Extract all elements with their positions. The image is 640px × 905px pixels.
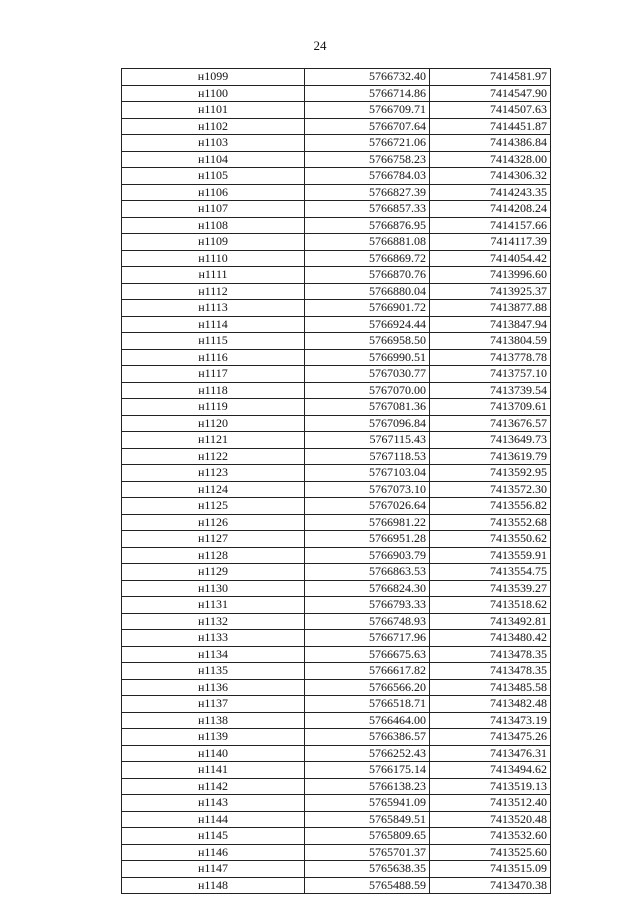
y-coordinate-cell: 7414581.97: [430, 69, 551, 86]
table-row: [122, 217, 551, 234]
point-id-cell: н1131: [122, 597, 305, 614]
table-row: [122, 778, 551, 795]
point-id-cell: н1118: [122, 382, 305, 399]
table-row: [122, 465, 551, 482]
y-coordinate-cell: 7413619.79: [430, 448, 551, 465]
y-coordinate-cell: 7413518.62: [430, 597, 551, 614]
point-id-cell: н1139: [122, 729, 305, 746]
table-row: [122, 168, 551, 185]
table-row: [122, 745, 551, 762]
point-id-cell: н1124: [122, 481, 305, 498]
y-coordinate-cell: 7413559.91: [430, 547, 551, 564]
x-coordinate-cell: 5766863.53: [305, 564, 430, 581]
y-coordinate-cell: 7414547.90: [430, 85, 551, 102]
x-coordinate-cell: 5766784.03: [305, 168, 430, 185]
x-coordinate-cell: 5766675.63: [305, 646, 430, 663]
table-row: [122, 531, 551, 548]
table-row: [122, 366, 551, 383]
y-coordinate-cell: 7413709.61: [430, 399, 551, 416]
x-coordinate-cell: 5766903.79: [305, 547, 430, 564]
table-row: [122, 547, 551, 564]
table-row: [122, 729, 551, 746]
y-coordinate-cell: 7413572.30: [430, 481, 551, 498]
x-coordinate-cell: 5767081.36: [305, 399, 430, 416]
coordinates-table: [121, 68, 551, 894]
x-coordinate-cell: 5766924.44: [305, 316, 430, 333]
y-coordinate-cell: 7414243.35: [430, 184, 551, 201]
point-id-cell: н1120: [122, 415, 305, 432]
x-coordinate-cell: 5767070.00: [305, 382, 430, 399]
point-id-cell: н1133: [122, 630, 305, 647]
table-row: [122, 663, 551, 680]
table-row: [122, 415, 551, 432]
y-coordinate-cell: 7413676.57: [430, 415, 551, 432]
table-row: [122, 102, 551, 119]
point-id-cell: н1101: [122, 102, 305, 119]
table-row: [122, 646, 551, 663]
x-coordinate-cell: 5767026.64: [305, 498, 430, 515]
point-id-cell: н1137: [122, 696, 305, 713]
x-coordinate-cell: 5766709.71: [305, 102, 430, 119]
y-coordinate-cell: 7413804.59: [430, 333, 551, 350]
y-coordinate-cell: 7414054.42: [430, 250, 551, 267]
x-coordinate-cell: 5766793.33: [305, 597, 430, 614]
table-row: [122, 283, 551, 300]
point-id-cell: н1109: [122, 234, 305, 251]
x-coordinate-cell: 5766870.76: [305, 267, 430, 284]
point-id-cell: н1144: [122, 811, 305, 828]
point-id-cell: н1114: [122, 316, 305, 333]
x-coordinate-cell: 5766138.23: [305, 778, 430, 795]
point-id-cell: н1142: [122, 778, 305, 795]
y-coordinate-cell: 7413515.09: [430, 861, 551, 878]
x-coordinate-cell: 5765701.37: [305, 844, 430, 861]
point-id-cell: н1100: [122, 85, 305, 102]
point-id-cell: н1140: [122, 745, 305, 762]
point-id-cell: н1135: [122, 663, 305, 680]
table-row: [122, 300, 551, 317]
x-coordinate-cell: 5766748.93: [305, 613, 430, 630]
x-coordinate-cell: 5766721.06: [305, 135, 430, 152]
table-row: [122, 201, 551, 218]
table-row: [122, 349, 551, 366]
table-row: [122, 151, 551, 168]
point-id-cell: н1126: [122, 514, 305, 531]
y-coordinate-cell: 7414507.63: [430, 102, 551, 119]
point-id-cell: н1132: [122, 613, 305, 630]
table-row: [122, 234, 551, 251]
point-id-cell: н1115: [122, 333, 305, 350]
x-coordinate-cell: 5766827.39: [305, 184, 430, 201]
table-row: [122, 679, 551, 696]
y-coordinate-cell: 7413478.35: [430, 646, 551, 663]
y-coordinate-cell: 7414328.00: [430, 151, 551, 168]
y-coordinate-cell: 7414117.39: [430, 234, 551, 251]
y-coordinate-cell: 7414386.84: [430, 135, 551, 152]
y-coordinate-cell: 7413475.26: [430, 729, 551, 746]
x-coordinate-cell: 5766990.51: [305, 349, 430, 366]
point-id-cell: н1145: [122, 828, 305, 845]
point-id-cell: н1117: [122, 366, 305, 383]
x-coordinate-cell: 5765809.65: [305, 828, 430, 845]
x-coordinate-cell: 5766981.22: [305, 514, 430, 531]
point-id-cell: н1110: [122, 250, 305, 267]
point-id-cell: н1129: [122, 564, 305, 581]
x-coordinate-cell: 5766876.95: [305, 217, 430, 234]
y-coordinate-cell: 7413925.37: [430, 283, 551, 300]
y-coordinate-cell: 7413757.10: [430, 366, 551, 383]
point-id-cell: н1108: [122, 217, 305, 234]
x-coordinate-cell: 5766717.96: [305, 630, 430, 647]
table-row: [122, 580, 551, 597]
x-coordinate-cell: 5765849.51: [305, 811, 430, 828]
y-coordinate-cell: 7413532.60: [430, 828, 551, 845]
point-id-cell: н1146: [122, 844, 305, 861]
table-row: [122, 448, 551, 465]
point-id-cell: н1138: [122, 712, 305, 729]
table-row: [122, 316, 551, 333]
x-coordinate-cell: 5767115.43: [305, 432, 430, 449]
x-coordinate-cell: 5766714.86: [305, 85, 430, 102]
x-coordinate-cell: 5766951.28: [305, 531, 430, 548]
table-row: [122, 630, 551, 647]
point-id-cell: н1102: [122, 118, 305, 135]
point-id-cell: н1119: [122, 399, 305, 416]
point-id-cell: н1143: [122, 795, 305, 812]
x-coordinate-cell: 5766386.57: [305, 729, 430, 746]
y-coordinate-cell: 7413877.88: [430, 300, 551, 317]
x-coordinate-cell: 5766901.72: [305, 300, 430, 317]
table-row: [122, 432, 551, 449]
y-coordinate-cell: 7413480.42: [430, 630, 551, 647]
y-coordinate-cell: 7413739.54: [430, 382, 551, 399]
point-id-cell: н1106: [122, 184, 305, 201]
y-coordinate-cell: 7413519.13: [430, 778, 551, 795]
y-coordinate-cell: 7413473.19: [430, 712, 551, 729]
x-coordinate-cell: 5766566.20: [305, 679, 430, 696]
table-row: [122, 481, 551, 498]
y-coordinate-cell: 7413470.38: [430, 877, 551, 894]
point-id-cell: н1134: [122, 646, 305, 663]
point-id-cell: н1105: [122, 168, 305, 185]
x-coordinate-cell: 5766617.82: [305, 663, 430, 680]
x-coordinate-cell: 5766518.71: [305, 696, 430, 713]
y-coordinate-cell: 7413550.62: [430, 531, 551, 548]
point-id-cell: н1127: [122, 531, 305, 548]
point-id-cell: н1148: [122, 877, 305, 894]
x-coordinate-cell: 5767118.53: [305, 448, 430, 465]
y-coordinate-cell: 7413556.82: [430, 498, 551, 515]
table-row: [122, 795, 551, 812]
x-coordinate-cell: 5766464.00: [305, 712, 430, 729]
y-coordinate-cell: 7413539.27: [430, 580, 551, 597]
point-id-cell: н1121: [122, 432, 305, 449]
table-row: [122, 514, 551, 531]
table-row: [122, 811, 551, 828]
x-coordinate-cell: 5766707.64: [305, 118, 430, 135]
x-coordinate-cell: 5767103.04: [305, 465, 430, 482]
point-id-cell: н1125: [122, 498, 305, 515]
y-coordinate-cell: 7413476.31: [430, 745, 551, 762]
table-row: [122, 597, 551, 614]
x-coordinate-cell: 5766880.04: [305, 283, 430, 300]
y-coordinate-cell: 7413478.35: [430, 663, 551, 680]
table-row: [122, 333, 551, 350]
x-coordinate-cell: 5766252.43: [305, 745, 430, 762]
table-row: [122, 135, 551, 152]
x-coordinate-cell: 5766881.08: [305, 234, 430, 251]
y-coordinate-cell: 7414306.32: [430, 168, 551, 185]
y-coordinate-cell: 7413649.73: [430, 432, 551, 449]
x-coordinate-cell: 5766824.30: [305, 580, 430, 597]
table-row: [122, 762, 551, 779]
y-coordinate-cell: 7413552.68: [430, 514, 551, 531]
point-id-cell: н1107: [122, 201, 305, 218]
table-row: [122, 85, 551, 102]
x-coordinate-cell: 5767073.10: [305, 481, 430, 498]
y-coordinate-cell: 7413494.62: [430, 762, 551, 779]
x-coordinate-cell: 5766958.50: [305, 333, 430, 350]
point-id-cell: н1104: [122, 151, 305, 168]
table-row: [122, 250, 551, 267]
y-coordinate-cell: 7413996.60: [430, 267, 551, 284]
x-coordinate-cell: 5765638.35: [305, 861, 430, 878]
table-row: [122, 828, 551, 845]
x-coordinate-cell: 5766869.72: [305, 250, 430, 267]
y-coordinate-cell: 7414451.87: [430, 118, 551, 135]
y-coordinate-cell: 7414157.66: [430, 217, 551, 234]
y-coordinate-cell: 7413778.78: [430, 349, 551, 366]
point-id-cell: н1141: [122, 762, 305, 779]
x-coordinate-cell: 5767030.77: [305, 366, 430, 383]
point-id-cell: н1113: [122, 300, 305, 317]
table-row: [122, 861, 551, 878]
table-row: [122, 564, 551, 581]
x-coordinate-cell: 5765941.09: [305, 795, 430, 812]
y-coordinate-cell: 7413554.75: [430, 564, 551, 581]
table-row: [122, 69, 551, 86]
y-coordinate-cell: 7413482.48: [430, 696, 551, 713]
y-coordinate-cell: 7413525.60: [430, 844, 551, 861]
y-coordinate-cell: 7413847.94: [430, 316, 551, 333]
table-row: [122, 844, 551, 861]
y-coordinate-cell: 7413520.48: [430, 811, 551, 828]
point-id-cell: н1122: [122, 448, 305, 465]
table-row: [122, 184, 551, 201]
x-coordinate-cell: 5767096.84: [305, 415, 430, 432]
y-coordinate-cell: 7413485.58: [430, 679, 551, 696]
page-number: 24: [313, 38, 327, 53]
table-row: [122, 267, 551, 284]
point-id-cell: н1128: [122, 547, 305, 564]
point-id-cell: н1130: [122, 580, 305, 597]
table-row: [122, 712, 551, 729]
point-id-cell: н1103: [122, 135, 305, 152]
coordinates-table-body: [122, 69, 551, 894]
table-row: [122, 118, 551, 135]
table-row: [122, 498, 551, 515]
y-coordinate-cell: 7413512.40: [430, 795, 551, 812]
table-row: [122, 877, 551, 894]
y-coordinate-cell: 7413592.95: [430, 465, 551, 482]
table-row: [122, 382, 551, 399]
point-id-cell: н1136: [122, 679, 305, 696]
x-coordinate-cell: 5765488.59: [305, 877, 430, 894]
x-coordinate-cell: 5766732.40: [305, 69, 430, 86]
point-id-cell: н1147: [122, 861, 305, 878]
table-row: [122, 399, 551, 416]
y-coordinate-cell: 7413492.81: [430, 613, 551, 630]
point-id-cell: н1116: [122, 349, 305, 366]
table-row: [122, 613, 551, 630]
x-coordinate-cell: 5766175.14: [305, 762, 430, 779]
x-coordinate-cell: 5766758.23: [305, 151, 430, 168]
point-id-cell: н1099: [122, 69, 305, 86]
point-id-cell: н1112: [122, 283, 305, 300]
y-coordinate-cell: 7414208.24: [430, 201, 551, 218]
point-id-cell: н1123: [122, 465, 305, 482]
table-row: [122, 696, 551, 713]
point-id-cell: н1111: [122, 267, 305, 284]
x-coordinate-cell: 5766857.33: [305, 201, 430, 218]
